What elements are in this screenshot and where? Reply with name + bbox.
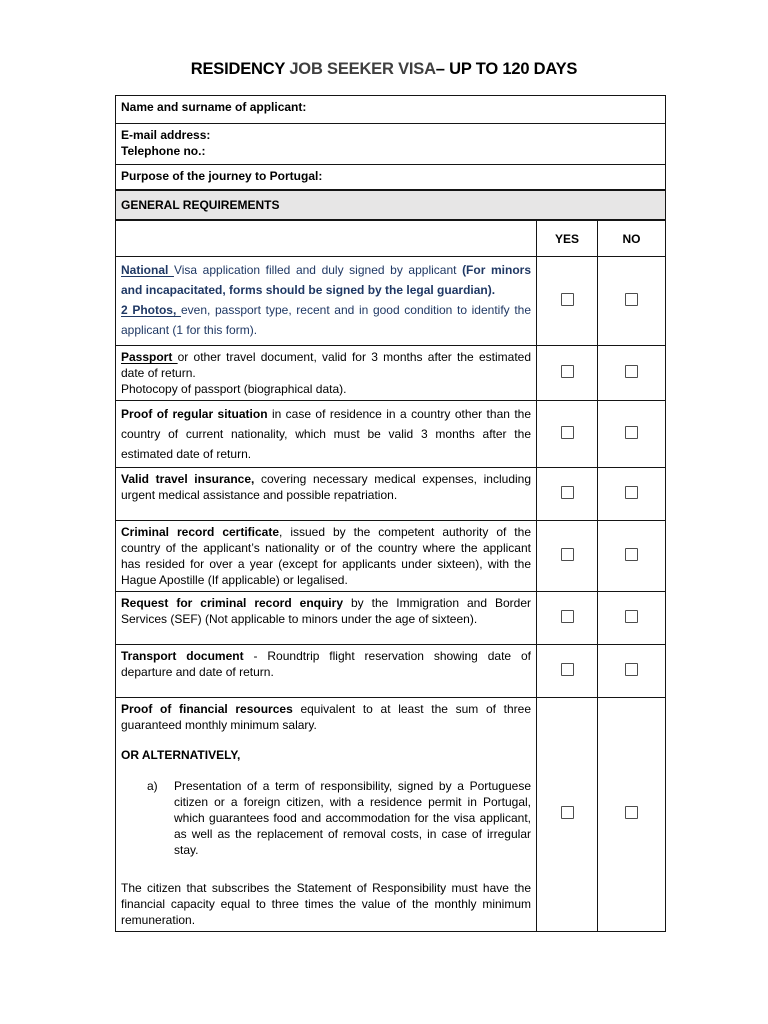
text-segment: Proof of regular situation — [121, 407, 272, 421]
table-row — [116, 191, 666, 220]
no-cell — [598, 468, 666, 521]
yes-column-header: YES — [537, 221, 598, 257]
text-segment: in case of residence in a country other than the country of current nationality, which must be valid 3 months after the estimated date of return. — [121, 407, 531, 461]
list-item-text — [174, 778, 531, 858]
requirement-row-valid-travel-insurance — [116, 468, 666, 521]
yes-cell — [537, 346, 598, 401]
requirement-text — [116, 592, 537, 645]
no-checkbox[interactable] — [625, 806, 638, 819]
section-header-table — [115, 190, 666, 220]
title-residency: RESIDENCY — [190, 60, 290, 78]
paragraph — [121, 778, 531, 858]
text-segment: Passport — [121, 350, 178, 364]
requirement-text — [116, 401, 537, 468]
text-segment: The citizen that subscribes the Statement of Responsibility must have the financial capacity equal to three times the value of the monthly minimum remuneration. — [121, 881, 531, 927]
paragraph — [121, 381, 531, 397]
text-segment: Request for criminal record enquiry — [121, 596, 351, 610]
no-checkbox[interactable] — [625, 486, 638, 499]
requirement-text — [116, 346, 537, 401]
no-checkbox[interactable] — [625, 365, 638, 378]
text-segment: , issued by the competent authority of the country of the applicant’s nationality or of the country where the applicant has resided for over a year (except for applicants under sixteen), with the Hague Apostille (If applicable) or legalised. — [121, 525, 531, 587]
no-checkbox[interactable] — [625, 548, 638, 561]
page-title — [0, 60, 768, 79]
table-row — [116, 124, 666, 165]
requirement-text — [116, 257, 537, 346]
text-segment: OR ALTERNATIVELY, — [121, 748, 241, 762]
requirement-text — [116, 698, 537, 932]
yes-cell — [537, 698, 598, 932]
requirement-row-proof-of-financial-resources — [116, 698, 666, 932]
paragraph — [121, 595, 531, 627]
paragraph — [121, 747, 531, 763]
yes-checkbox[interactable] — [561, 486, 574, 499]
table-row — [116, 96, 666, 124]
yes-cell — [537, 521, 598, 592]
text-segment: covering necessary medical expenses, including urgent medical assistance and possible repatriation. — [121, 472, 532, 502]
yes-checkbox[interactable] — [561, 365, 574, 378]
requirement-row-proof-of-regular-situation — [116, 401, 666, 468]
requirements-table — [115, 220, 666, 932]
paragraph — [121, 880, 531, 928]
paragraph — [121, 471, 531, 503]
paragraph — [121, 404, 531, 464]
requirement-row-criminal-record-certificate — [116, 521, 666, 592]
paragraph — [121, 648, 531, 680]
no-cell — [598, 645, 666, 698]
requirement-row-passport — [116, 346, 666, 401]
paragraph — [121, 349, 531, 381]
text-segment: Presentation of a term of responsibility, signed by a Portuguese citizen or a foreign citizen, with a residence permit in Portugal, which guarantees food and accommodation for the visa applicant, as well as the replacement of removal costs, in case of irregular stay. — [174, 779, 531, 857]
no-cell — [598, 346, 666, 401]
no-cell — [598, 257, 666, 346]
text-segment: equivalent to at least the sum of three guaranteed monthly minimum salary. — [121, 702, 531, 732]
text-segment: 2 Photos, — [121, 303, 181, 317]
name-field[interactable]: Name and surname of applicant: — [116, 96, 666, 124]
table-row — [116, 165, 666, 190]
paragraph — [121, 701, 531, 733]
text-segment: or other travel document, valid for 3 months after the estimated date of return. — [121, 350, 531, 380]
title-job-seeker: JOB SEEKER VISA — [289, 60, 436, 78]
yes-checkbox[interactable] — [561, 426, 574, 439]
applicant-info-table — [115, 95, 666, 190]
paragraph — [121, 524, 531, 588]
yes-cell — [537, 257, 598, 346]
text-segment: Valid travel insurance, — [121, 472, 261, 486]
section-header-label: GENERAL REQUIREMENTS — [116, 191, 666, 220]
no-checkbox[interactable] — [625, 293, 638, 306]
text-segment: National — [121, 263, 174, 277]
no-cell — [598, 401, 666, 468]
paragraph — [121, 260, 531, 300]
yes-checkbox[interactable] — [561, 548, 574, 561]
requirement-text — [116, 468, 537, 521]
no-checkbox[interactable] — [625, 663, 638, 676]
purpose-field[interactable]: Purpose of the journey to Portugal: — [116, 165, 666, 190]
no-column-header: NO — [598, 221, 666, 257]
text-segment: even, passport type, recent and in good condition to identify the applicant (1 for this form). — [121, 303, 531, 337]
no-checkbox[interactable] — [625, 610, 638, 623]
text-segment: Criminal record certificate — [121, 525, 280, 539]
text-segment: Photocopy of passport (biographical data). — [121, 382, 347, 396]
yes-checkbox[interactable] — [561, 610, 574, 623]
list-marker: a) — [147, 779, 158, 793]
no-cell — [598, 521, 666, 592]
yes-cell — [537, 592, 598, 645]
paragraph — [121, 300, 531, 340]
title-dash-days: – UP TO 120 DAYS — [435, 60, 578, 78]
telephone-field-label: Telephone no.: — [121, 144, 206, 158]
requirements-body — [116, 221, 666, 932]
form-body — [115, 95, 665, 932]
column-header-row — [116, 221, 666, 257]
requirement-text — [116, 645, 537, 698]
no-cell — [598, 698, 666, 932]
text-segment: Proof of financial resources — [121, 702, 301, 716]
text-segment: Transport document — [121, 649, 254, 663]
requirement-text — [116, 521, 537, 592]
no-checkbox[interactable] — [625, 426, 638, 439]
requirement-row-transport-document — [116, 645, 666, 698]
yes-checkbox[interactable] — [561, 806, 574, 819]
requirement-row-national-visa-application — [116, 257, 666, 346]
text-segment: Visa application filled and duly signed by applicant — [173, 263, 463, 277]
header-spacer-cell — [116, 221, 537, 257]
text-segment: - Roundtrip flight reservation showing date of departure and date of return. — [121, 649, 532, 679]
yes-checkbox[interactable] — [561, 663, 574, 676]
text-segment: (For minors and incapacitated, forms should be signed by the legal guardian). — [121, 263, 531, 297]
requirement-row-request-criminal-record-enquiry — [116, 592, 666, 645]
text-segment: by the Immigration and Border Services (SEF) (Not applicable to minors under the age of sixteen). — [121, 596, 532, 626]
yes-cell — [537, 468, 598, 521]
no-cell — [598, 592, 666, 645]
yes-cell — [537, 645, 598, 698]
yes-checkbox[interactable] — [561, 293, 574, 306]
email-field-label: E-mail address: — [121, 128, 211, 142]
contact-field[interactable] — [116, 124, 666, 165]
yes-cell — [537, 401, 598, 468]
